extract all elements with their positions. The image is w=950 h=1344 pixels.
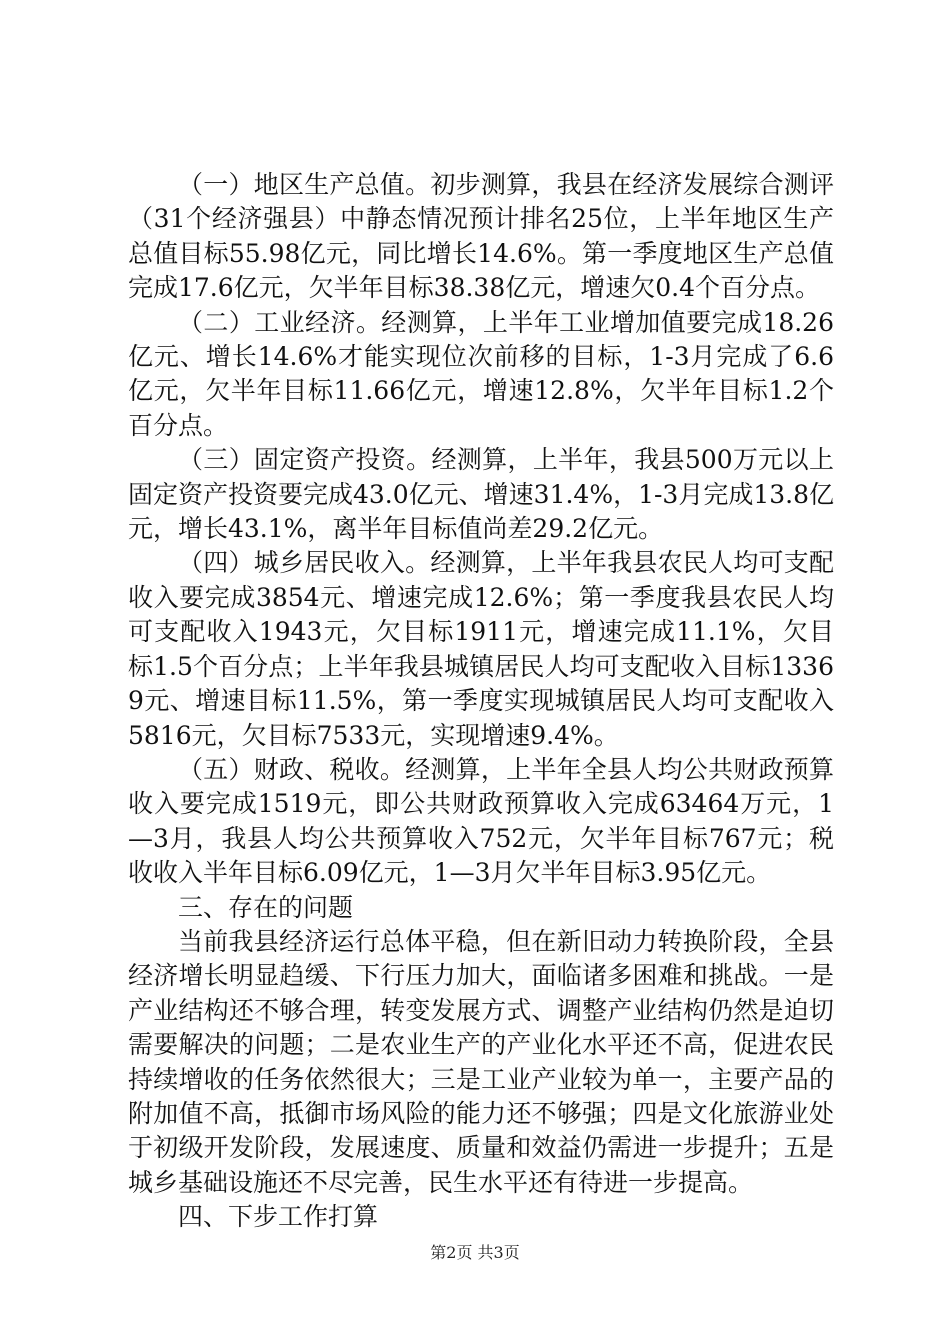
section-heading-plan: 四、下步工作打算 bbox=[178, 1202, 379, 1232]
page-number-footer: 第2页 共3页 bbox=[430, 1243, 520, 1262]
paragraph-problems: 当前我县经济运行总体平稳，但在新旧动力转换阶段，全县经济增长明显趋缓、下行压力加大，面临诸多困难和挑战。一是产业结构还不够合理，转变发展方式、调整产业结构仍然是迫切需要解决的问题；二是农业生产的产业化水平还不高，促进农民持续增收的任务依然很大；三是工业产业较为单一，主要产品的附加值不高，抵御市场风险的能力还不够强；四是文化旅游业处于初级开发阶段，发展速度、质量和效益仍需进一步提升；五是城乡基础设施还不尽完善，民生水平还有待进一步提高。 bbox=[128, 926, 834, 1197]
paragraph-finance: （五）财政、税收。经测算，上半年全县人均公共财政预算收入要完成1519元，即公共财政预算收入完成63464万元，1—3月，我县人均公共预算收入752元，欠半年目标767元；税收收入半年目标6.09亿元，1—3月欠半年目标3.95亿元。 bbox=[128, 754, 834, 888]
paragraph-income: （四）城乡居民收入。经测算，上半年我县农民人均可支配收入要完成3854元、增速完成12.6%；第一季度我县农民人均可支配收入1943元，欠目标1911元，增速完成11.1%，欠目标1.5个百分点；上半年我县城镇居民人均可支配收入目标13369元、增速目标11.5%，第一季度实现城镇居民人均可支配收入5816元，欠目标7533元，实现增速9.4%。 bbox=[128, 548, 834, 750]
document-body bbox=[128, 168, 834, 1235]
paragraph-industry: （二）工业经济。经测算，上半年工业增加值要完成18.26亿元、增长14.6%才能实现位次前移的目标，1-3月完成了6.6亿元，欠半年目标11.66亿元，增速12.8%，欠半年目标1.2个百分点。 bbox=[128, 307, 834, 440]
section-heading-problems: 三、存在的问题 bbox=[178, 892, 354, 922]
paragraph-gdp: （一）地区生产总值。初步测算，我县在经济发展综合测评（31个经济强县）中静态情况预计排名25位，上半年地区生产总值目标55.98亿元，同比增长14.6%。第一季度地区生产总值完成17.6亿元，欠半年目标38.38亿元，增速欠0.4个百分点。 bbox=[128, 170, 834, 303]
paragraph-investment: （三）固定资产投资。经测算，上半年，我县500万元以上固定资产投资要完成43.0亿元、增速31.4%，1-3月完成13.8亿元，增长43.1%，离半年目标值尚差29.2亿元。 bbox=[128, 445, 835, 544]
